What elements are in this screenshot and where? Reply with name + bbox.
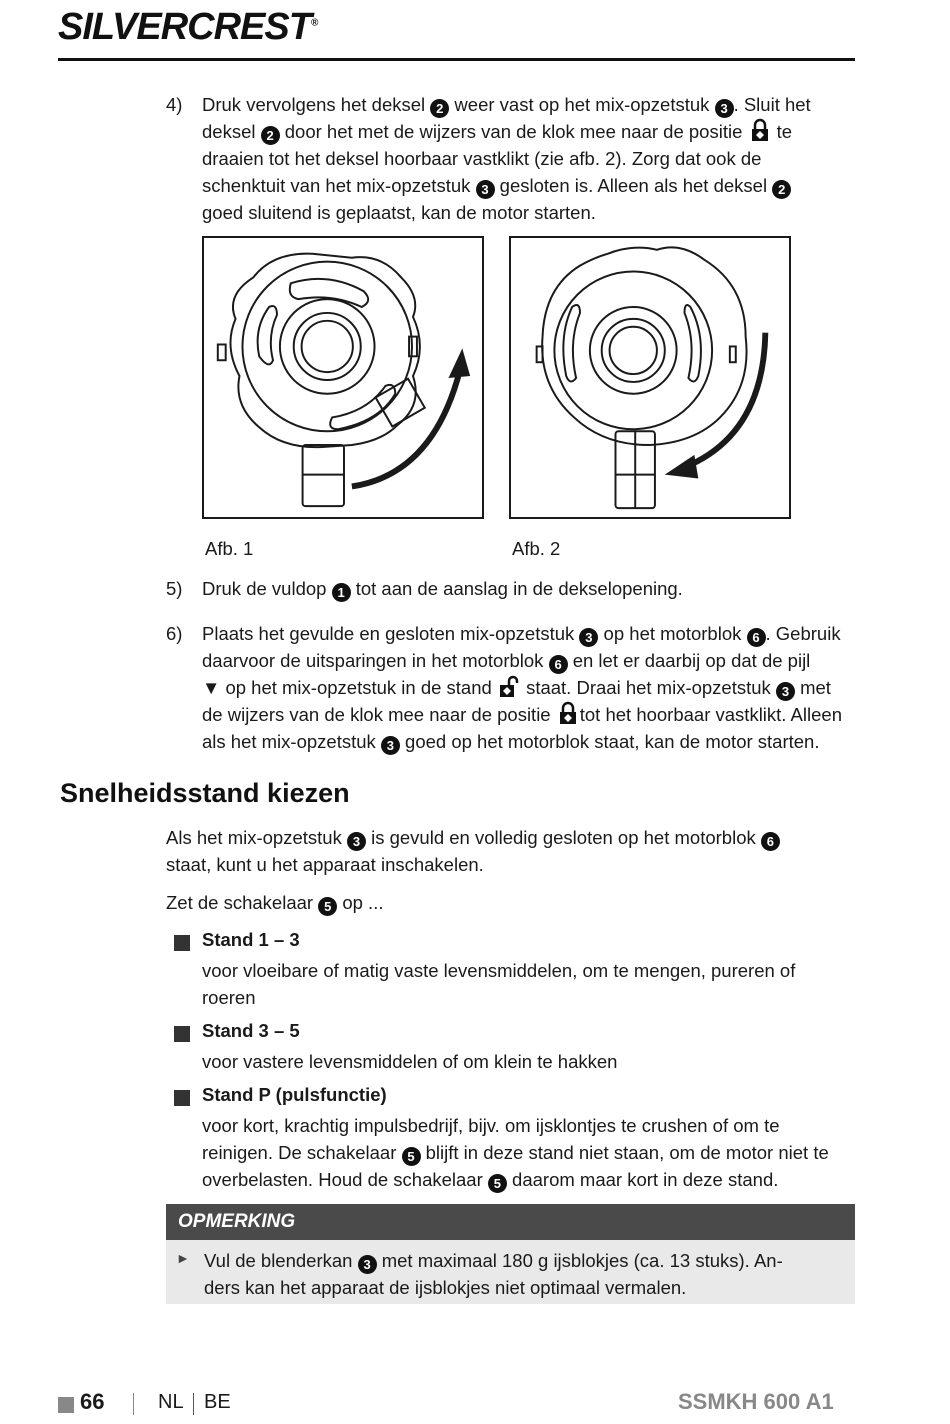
part-number-badge: 3 <box>381 736 400 755</box>
text-line: de wijzers van de klok mee naar de positie tot het hoorbaar vastklikt. Alleen <box>202 701 856 728</box>
bullet-desc <box>202 957 862 1011</box>
step-text <box>202 620 856 755</box>
part-number-badge: 6 <box>761 832 780 851</box>
brand-logo <box>58 6 317 49</box>
step-4 <box>166 91 856 226</box>
text-line: Vul de blenderkan 3 met maximaal 180 g ijsblokjes (ca. 13 stuks). An- <box>204 1250 783 1272</box>
step-number: 4) <box>166 94 183 115</box>
language-code: NL <box>158 1391 184 1413</box>
bullet-marker <box>174 1090 190 1106</box>
footer-divider <box>133 1393 134 1415</box>
step-text <box>202 91 856 226</box>
text-line: overbelasten. Houd de schakelaar 5 daarom maar kort in deze stand. <box>202 1169 779 1191</box>
figure-1-caption: Afb. 1 <box>205 538 254 559</box>
text-line: Druk de vuldop 1 tot aan de aanslag in de dekselopening. <box>202 578 683 600</box>
note-title: OPMERKING <box>166 1204 855 1240</box>
lock-icon <box>558 701 578 725</box>
part-number-badge: 5 <box>402 1147 421 1166</box>
lid-closed-illustration <box>511 238 789 517</box>
text-line: ders kan het apparaat de ijsblokjes niet optimaal vermalen. <box>204 1277 687 1298</box>
brand-name: SILVERCREST <box>58 6 311 48</box>
part-number-badge: 5 <box>318 897 337 916</box>
figure-1 <box>202 236 484 519</box>
text-line: draaien tot het deksel hoorbaar vastklikt (zie afb. 2). Zorg dat ook de <box>202 148 762 169</box>
text-line: als het mix-opzetstuk 3 goed op het motorblok staat, kan de motor starten. <box>202 731 820 753</box>
text-line: staat, kunt u het apparaat inschakelen. <box>166 854 484 875</box>
lid-open-illustration <box>204 238 482 517</box>
text-line: Plaats het gevulde en gesloten mix-opzetstuk 3 op het motorblok 6 . Gebruik <box>202 623 841 645</box>
part-number-badge: 2 <box>772 180 791 199</box>
figure-2 <box>509 236 791 519</box>
text-line: Als het mix-opzetstuk 3 is gevuld en volledig gesloten op het motorblok 6 <box>166 824 856 851</box>
bullet-title: Stand 3 – 5 <box>202 1020 300 1041</box>
unlock-icon <box>499 674 519 698</box>
part-number-badge: 3 <box>776 682 795 701</box>
part-number-badge: 1 <box>332 583 351 602</box>
text-line: deksel 2 door het met de wijzers van de klok mee naar de positie te <box>202 118 856 145</box>
registered-mark-icon: ® <box>310 17 318 29</box>
part-number-badge: 3 <box>476 180 495 199</box>
part-number-badge: 3 <box>358 1255 377 1274</box>
step-number: 5) <box>166 578 183 599</box>
page-number: 66 <box>80 1389 105 1414</box>
part-number-badge: 6 <box>549 655 568 674</box>
text-line: schenktuit van het mix-opzetstuk 3 gesloten is. Alleen als het deksel 2 <box>202 172 856 199</box>
step-text <box>202 575 856 602</box>
step-5 <box>166 575 856 602</box>
note-arrow-icon: ► <box>176 1250 190 1266</box>
step-6 <box>166 620 856 755</box>
part-number-badge: 2 <box>430 99 449 118</box>
part-number-badge: 3 <box>579 628 598 647</box>
step-number: 6) <box>166 623 183 644</box>
country-code: BE <box>204 1391 231 1413</box>
section-intro <box>166 824 856 878</box>
bullet-title: Stand 1 – 3 <box>202 929 300 950</box>
bullet-desc <box>202 1048 862 1075</box>
text-line: roeren <box>202 987 256 1008</box>
text-line: ▼ op het mix-opzetstuk in de stand staat. Draai het mix-opzetstuk 3 met <box>202 674 856 701</box>
text-line: Druk vervolgens het deksel 2 weer vast op het mix-opzetstuk 3 . Sluit het <box>202 94 811 116</box>
text-line: goed sluitend is geplaatst, kan de motor starten. <box>202 202 596 223</box>
section-heading: Snelheidsstand kiezen <box>60 778 350 808</box>
text-line: voor vastere levensmiddelen of om klein te hakken <box>202 1051 618 1072</box>
bullet-marker <box>174 1026 190 1042</box>
switch-instruction <box>166 889 856 916</box>
note-text <box>166 1240 855 1304</box>
part-number-badge: 3 <box>715 99 734 118</box>
lock-icon <box>750 118 770 142</box>
text-line: Zet de schakelaar 5 op ... <box>166 892 384 914</box>
text-line: reinigen. De schakelaar 5 blijft in deze stand niet staan, om de motor niet te <box>202 1142 829 1164</box>
part-number-badge: 3 <box>347 832 366 851</box>
part-number-badge: 2 <box>261 126 280 145</box>
footer-divider <box>193 1393 194 1415</box>
model-number: SSMKH 600 A1 <box>678 1389 834 1414</box>
bullet-desc <box>202 1112 862 1193</box>
bullet-marker <box>174 935 190 951</box>
text-line: voor vloeibare of matig vaste levensmiddelen, om te mengen, pureren of <box>202 960 796 981</box>
footer-square-icon <box>58 1397 74 1413</box>
part-number-badge: 6 <box>747 628 766 647</box>
text-line: daarvoor de uitsparingen in het motorblok 6 en let er daarbij op dat de pijl <box>202 650 811 672</box>
figure-2-caption: Afb. 2 <box>512 538 561 559</box>
part-number-badge: 5 <box>488 1174 507 1193</box>
bullet-title: Stand P (pulsfunctie) <box>202 1084 387 1105</box>
text-line: voor kort, krachtig impulsbedrijf, bijv. om ijsklontjes te crushen of om te <box>202 1115 780 1136</box>
header-rule <box>58 58 855 61</box>
